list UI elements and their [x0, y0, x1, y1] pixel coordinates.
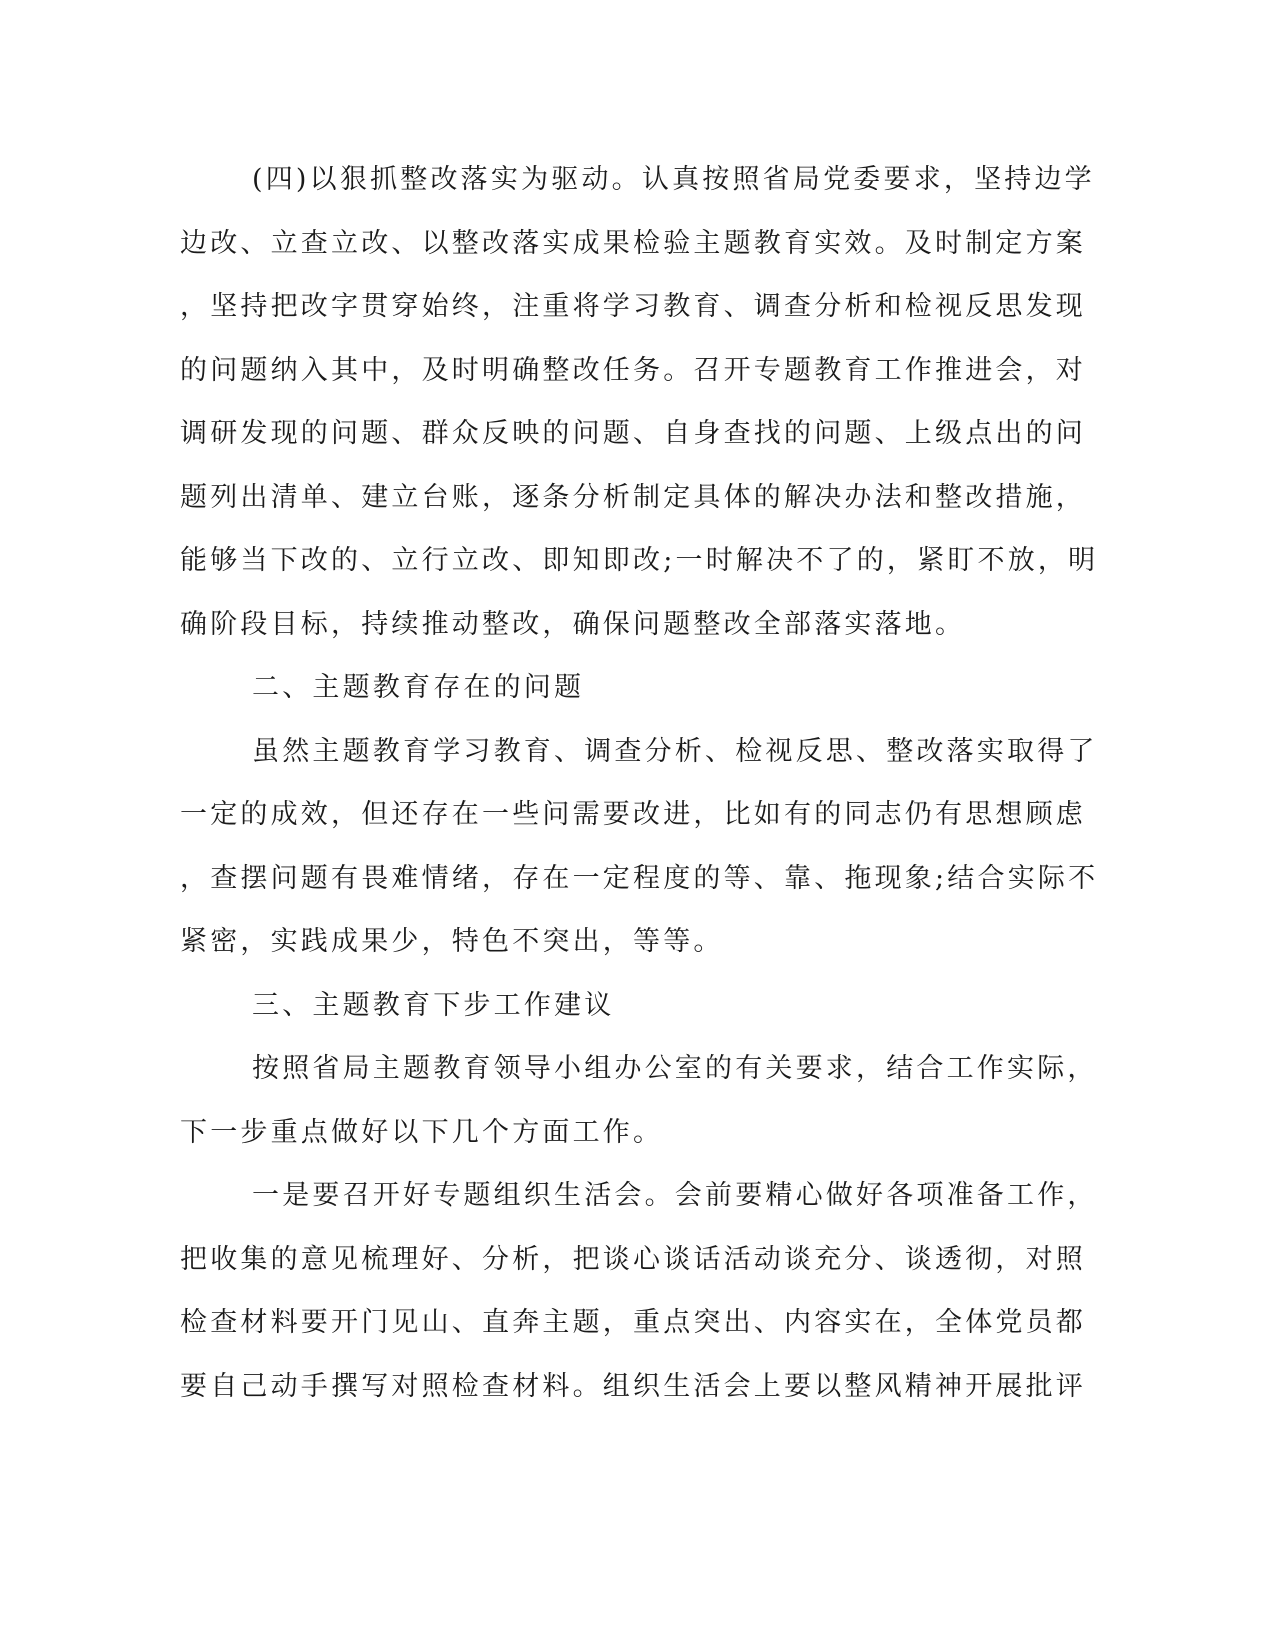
paragraph-line: 边改、立查立改、以整改落实成果检验主题教育实效。及时制定方案 [180, 227, 1086, 259]
document-body [180, 148, 1099, 1418]
paragraph-line: 能够当下改的、立行立改、即知即改;一时解决不了的，紧盯不放，明 [180, 545, 1099, 576]
paragraph-line: 调研发现的问题、群众反映的问题、自身查找的问题、上级点出的问 [180, 418, 1086, 449]
paragraph-line: 一是要召开好专题组织生活会。会前要精心做好各项准备工作， [252, 1180, 1098, 1211]
paragraph-problems [180, 720, 1099, 974]
paragraph-line: 题列出清单、建立台账，逐条分析制定具体的解决办法和整改措施， [180, 481, 1086, 513]
paragraph-line: 确阶段目标，持续推动整改，确保问题整改全部落实落地。 [180, 608, 966, 640]
section-heading-suggestions: 三、主题教育下步工作建议 [252, 989, 615, 1021]
paragraph-line: ，查摆问题有畏难情绪，存在一定程度的等、靠、拖现象;结合实际不 [180, 862, 1099, 894]
paragraph-suggestions-intro [180, 1037, 1098, 1164]
paragraph-line: (四)以狠抓整改落实为驱动。认真按照省局党委要求，坚持边学 [252, 164, 1095, 195]
paragraph-suggestion-1 [180, 1164, 1098, 1418]
paragraph-line: 检查材料要开门见山、直奔主题，重点突出、内容实在，全体党员都 [180, 1307, 1086, 1338]
paragraph-line: 虽然主题教育学习教育、调查分析、检视反思、整改落实取得了 [252, 735, 1098, 767]
paragraph-line: 的问题纳入其中，及时明确整改任务。召开专题教育工作推进会，对 [180, 354, 1086, 386]
paragraph-line: 紧密，实践成果少，特色不突出，等等。 [180, 926, 724, 957]
paragraph-line: 按照省局主题教育领导小组办公室的有关要求，结合工作实际， [252, 1053, 1098, 1084]
paragraph-line: ，坚持把改字贯穿始终，注重将学习教育、调查分析和检视反思发现 [180, 291, 1086, 322]
paragraph-line: 下一步重点做好以下几个方面工作。 [180, 1116, 664, 1148]
paragraph-line: 要自己动手撰写对照检查材料。组织生活会上要以整风精神开展批评 [180, 1370, 1086, 1402]
paragraph-line: 把收集的意见梳理好、分析，把谈心谈话活动谈充分、谈透彻，对照 [180, 1243, 1086, 1275]
section-heading-problems: 二、主题教育存在的问题 [252, 672, 585, 703]
paragraph-section-4 [180, 148, 1099, 656]
paragraph-line: 一定的成效，但还存在一些问需要改进，比如有的同志仍有思想顾虑 [180, 799, 1086, 830]
